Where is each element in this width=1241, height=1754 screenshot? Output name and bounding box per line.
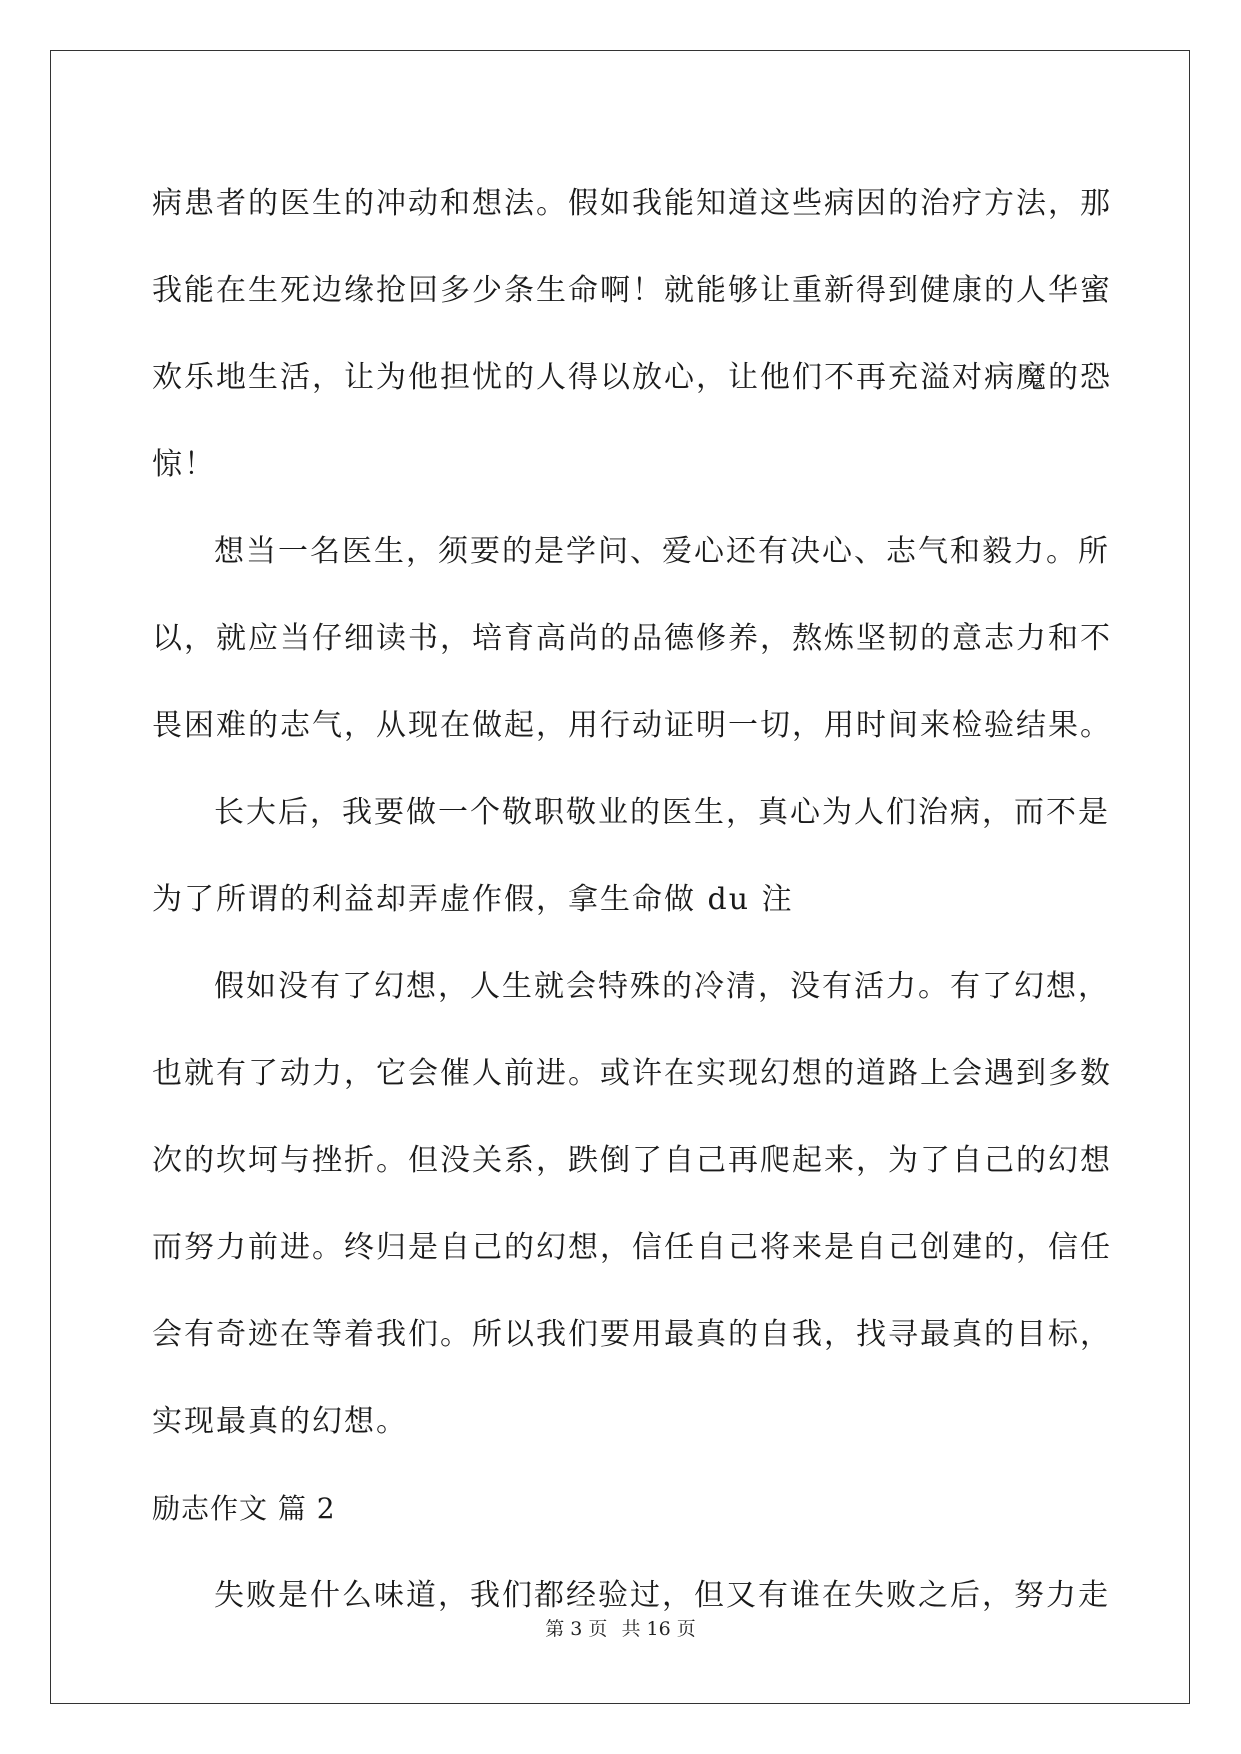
page-number: 第 3 页 [545,1618,608,1640]
page-footer [0,1614,1241,1641]
text-line: 而努力前进。终归是自己的幻想，信任自己将来是自己创建的，信任 [152,1230,1112,1265]
text-line: 病患者的医生的冲动和想法。假如我能知道这些病因的治疗方法，那 [152,186,1112,221]
text-line: 欢乐地生活，让为他担忧的人得以放心，让他们不再充溢对病魔的恐 [152,360,1112,395]
text-line: 次的坎坷与挫折。但没关系，跌倒了自己再爬起来，为了自己的幻想 [152,1143,1112,1178]
text-line: 失败是什么味道，我们都经验过，但又有谁在失败之后，努力走 [214,1578,1110,1613]
text-line: 为了所谓的利益却弄虚作假，拿生命做 du 注 [152,882,794,917]
text-line: 畏困难的志气，从现在做起，用行动证明一切，用时间来检验结果。 [152,708,1112,743]
page-total: 共 16 页 [621,1618,696,1640]
text-line: 想当一名医生，须要的是学问、爱心还有决心、志气和毅力。所 [214,534,1110,569]
text-line: 长大后，我要做一个敬职敬业的医生，真心为人们治病，而不是 [214,795,1110,830]
text-line: 也就有了动力，它会催人前进。或许在实现幻想的道路上会遇到多数 [152,1056,1112,1091]
text-line: 以，就应当仔细读书，培育高尚的品德修养，熬炼坚韧的意志力和不 [152,621,1112,656]
document-body [152,160,1112,1639]
text-line: 实现最真的幻想。 [152,1404,408,1439]
text-line: 会有奇迹在等着我们。所以我们要用最真的自我，找寻最真的目标， [152,1317,1112,1352]
text-line: 惊！ [152,447,216,482]
text-line: 我能在生死边缘抢回多少条生命啊！就能够让重新得到健康的人华蜜 [152,273,1112,308]
section-heading: 励志作文 篇 2 [152,1492,336,1525]
text-line: 假如没有了幻想，人生就会特殊的冷清，没有活力。有了幻想， [214,969,1110,1004]
